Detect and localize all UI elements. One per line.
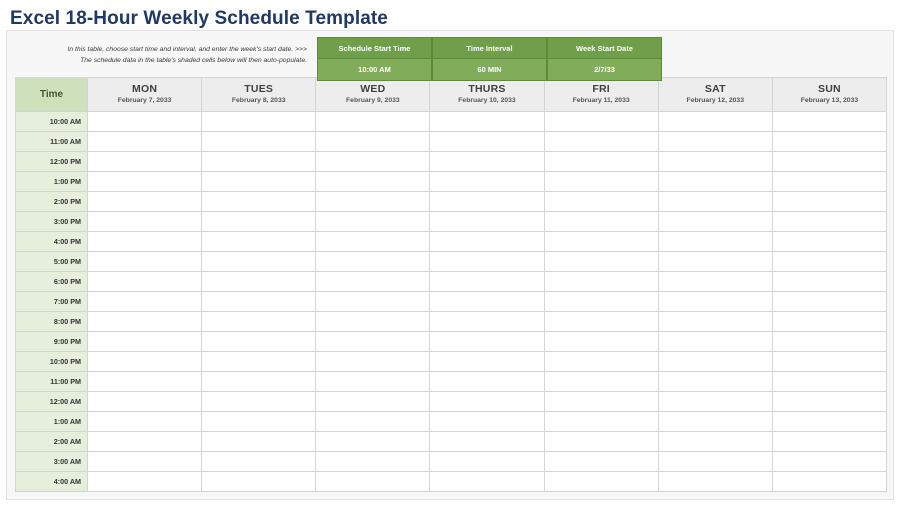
schedule-slot-cell[interactable] xyxy=(544,272,658,292)
table-row xyxy=(16,472,887,492)
table-row xyxy=(16,112,887,132)
time-label-cell: 8:00 PM xyxy=(16,312,88,332)
time-label-cell: 3:00 AM xyxy=(16,452,88,472)
schedule-slot-cell[interactable] xyxy=(772,272,886,292)
schedule-slot-cell[interactable] xyxy=(88,112,202,132)
schedule-slot-cell[interactable] xyxy=(88,432,202,452)
schedule-slot-cell[interactable] xyxy=(316,112,430,132)
schedule-slot-cell[interactable] xyxy=(88,252,202,272)
table-row xyxy=(16,192,887,212)
schedule-slot-cell[interactable] xyxy=(202,192,316,212)
schedule-slot-cell[interactable] xyxy=(544,412,658,432)
schedule-slot-cell[interactable] xyxy=(88,232,202,252)
setting-interval-label: Time Interval xyxy=(432,37,547,59)
setting-week-start-value[interactable]: 2/7/33 xyxy=(547,59,662,81)
schedule-slot-cell[interactable] xyxy=(88,392,202,412)
table-row xyxy=(16,172,887,192)
instruction-note-line2: The schedule data in the table's shaded cells below will then auto-populate. xyxy=(80,56,307,64)
schedule-slot-cell[interactable] xyxy=(544,392,658,412)
schedule-slot-cell[interactable] xyxy=(544,112,658,132)
schedule-slot-cell[interactable] xyxy=(430,212,544,232)
table-row xyxy=(16,452,887,472)
schedule-slot-cell[interactable] xyxy=(202,392,316,412)
instruction-note xyxy=(7,37,307,66)
settings-strip xyxy=(7,31,893,77)
column-header-thurs xyxy=(430,78,544,112)
schedule-slot-cell[interactable] xyxy=(316,152,430,172)
schedule-slot-cell[interactable] xyxy=(88,272,202,292)
schedule-slot-cell[interactable] xyxy=(772,432,886,452)
schedule-slot-cell[interactable] xyxy=(202,432,316,452)
day-date: February 10, 2033 xyxy=(458,97,516,104)
schedule-slot-cell[interactable] xyxy=(88,472,202,492)
schedule-slot-cell[interactable] xyxy=(316,472,430,492)
schedule-slot-cell[interactable] xyxy=(88,192,202,212)
schedule-slot-cell[interactable] xyxy=(772,252,886,272)
schedule-slot-cell[interactable] xyxy=(430,132,544,152)
schedule-slot-cell[interactable] xyxy=(772,392,886,412)
schedule-slot-cell[interactable] xyxy=(316,192,430,212)
schedule-slot-cell[interactable] xyxy=(88,152,202,172)
schedule-slot-cell[interactable] xyxy=(316,292,430,312)
instruction-note-line1: In this table, choose start time and interval, and enter the week's start date. >>> xyxy=(67,46,307,53)
schedule-slot-cell[interactable] xyxy=(544,192,658,212)
schedule-slot-cell[interactable] xyxy=(658,212,772,232)
schedule-slot-cell[interactable] xyxy=(88,452,202,472)
table-row xyxy=(16,272,887,292)
schedule-slot-cell[interactable] xyxy=(772,412,886,432)
schedule-slot-cell[interactable] xyxy=(658,352,772,372)
day-date: February 12, 2033 xyxy=(686,97,744,104)
schedule-slot-cell[interactable] xyxy=(88,332,202,352)
day-date: February 13, 2033 xyxy=(800,97,859,104)
time-label-cell: 9:00 PM xyxy=(16,332,88,352)
day-date: February 8, 2033 xyxy=(231,97,286,104)
schedule-slot-cell[interactable] xyxy=(88,292,202,312)
schedule-slot-cell[interactable] xyxy=(202,272,316,292)
time-label-cell: 2:00 AM xyxy=(16,432,88,452)
schedule-slot-cell[interactable] xyxy=(202,312,316,332)
schedule-slot-cell[interactable] xyxy=(544,312,658,332)
schedule-table xyxy=(15,77,887,492)
schedule-slot-cell[interactable] xyxy=(316,312,430,332)
schedule-slot-cell[interactable] xyxy=(544,452,658,472)
table-row xyxy=(16,412,887,432)
column-header-fri xyxy=(544,78,658,112)
table-row xyxy=(16,352,887,372)
time-label-cell: 12:00 AM xyxy=(16,392,88,412)
schedule-slot-cell[interactable] xyxy=(316,332,430,352)
time-label-cell: 11:00 AM xyxy=(16,132,88,152)
schedule-slot-cell[interactable] xyxy=(772,112,886,132)
setting-week-start xyxy=(547,37,662,81)
table-row xyxy=(16,432,887,452)
schedule-slot-cell[interactable] xyxy=(430,372,544,392)
schedule-slot-cell[interactable] xyxy=(202,152,316,172)
schedule-slot-cell[interactable] xyxy=(316,432,430,452)
schedule-slot-cell[interactable] xyxy=(88,312,202,332)
schedule-slot-cell[interactable] xyxy=(658,472,772,492)
time-label-cell: 6:00 PM xyxy=(16,272,88,292)
schedule-slot-cell[interactable] xyxy=(430,252,544,272)
schedule-slot-cell[interactable] xyxy=(316,392,430,412)
setting-start-time-value[interactable]: 10:00 AM xyxy=(317,59,432,81)
schedule-slot-cell[interactable] xyxy=(430,312,544,332)
schedule-slot-cell[interactable] xyxy=(772,292,886,312)
time-label-cell: 3:00 PM xyxy=(16,212,88,232)
schedule-slot-cell[interactable] xyxy=(316,412,430,432)
schedule-slot-cell[interactable] xyxy=(772,192,886,212)
schedule-slot-cell[interactable] xyxy=(544,472,658,492)
schedule-slot-cell[interactable] xyxy=(202,132,316,152)
schedule-slot-cell[interactable] xyxy=(316,452,430,472)
page-title: Excel 18-Hour Weekly Schedule Template xyxy=(10,8,388,29)
schedule-slot-cell[interactable] xyxy=(544,292,658,312)
day-name: THURS xyxy=(468,83,506,95)
day-name: WED xyxy=(360,83,386,95)
schedule-slot-cell[interactable] xyxy=(202,452,316,472)
schedule-slot-cell[interactable] xyxy=(544,132,658,152)
time-label-cell: 7:00 PM xyxy=(16,292,88,312)
time-label-cell: 11:00 PM xyxy=(16,372,88,392)
schedule-slot-cell[interactable] xyxy=(658,412,772,432)
schedule-slot-cell[interactable] xyxy=(430,392,544,412)
table-row xyxy=(16,332,887,352)
schedule-slot-cell[interactable] xyxy=(316,252,430,272)
schedule-slot-cell[interactable] xyxy=(772,152,886,172)
schedule-table-body xyxy=(16,112,887,492)
setting-week-start-label: Week Start Date xyxy=(547,37,662,59)
schedule-slot-cell[interactable] xyxy=(430,412,544,432)
schedule-slot-cell[interactable] xyxy=(544,252,658,272)
schedule-slot-cell[interactable] xyxy=(544,232,658,252)
day-date: February 7, 2033 xyxy=(117,97,172,104)
schedule-slot-cell[interactable] xyxy=(544,372,658,392)
time-label-cell: 5:00 PM xyxy=(16,252,88,272)
table-row xyxy=(16,292,887,312)
schedule-slot-cell[interactable] xyxy=(88,352,202,372)
schedule-slot-cell[interactable] xyxy=(88,412,202,432)
table-row xyxy=(16,232,887,252)
column-header-tues xyxy=(202,78,316,112)
schedule-slot-cell[interactable] xyxy=(316,212,430,232)
schedule-slot-cell[interactable] xyxy=(658,452,772,472)
schedule-slot-cell[interactable] xyxy=(544,352,658,372)
schedule-slot-cell[interactable] xyxy=(430,192,544,212)
time-label-cell: 10:00 PM xyxy=(16,352,88,372)
table-row xyxy=(16,312,887,332)
schedule-slot-cell[interactable] xyxy=(658,272,772,292)
setting-interval xyxy=(432,37,547,81)
column-header-time: Time xyxy=(16,78,88,112)
schedule-sheet xyxy=(6,30,894,500)
column-header-sun xyxy=(772,78,886,112)
schedule-slot-cell[interactable] xyxy=(430,152,544,172)
schedule-slot-cell[interactable] xyxy=(772,352,886,372)
schedule-slot-cell[interactable] xyxy=(658,392,772,412)
schedule-slot-cell[interactable] xyxy=(202,412,316,432)
setting-start-time xyxy=(317,37,432,81)
schedule-slot-cell[interactable] xyxy=(544,152,658,172)
table-row xyxy=(16,372,887,392)
schedule-slot-cell[interactable] xyxy=(202,372,316,392)
schedule-slot-cell[interactable] xyxy=(430,352,544,372)
settings-group xyxy=(317,37,662,81)
schedule-slot-cell[interactable] xyxy=(88,172,202,192)
schedule-slot-cell[interactable] xyxy=(658,312,772,332)
schedule-slot-cell[interactable] xyxy=(202,292,316,312)
setting-start-time-label: Schedule Start Time xyxy=(317,37,432,59)
schedule-table-head xyxy=(16,78,887,112)
schedule-slot-cell[interactable] xyxy=(544,172,658,192)
time-label-cell: 1:00 AM xyxy=(16,412,88,432)
schedule-slot-cell[interactable] xyxy=(202,252,316,272)
time-label-cell: 2:00 PM xyxy=(16,192,88,212)
table-row xyxy=(16,132,887,152)
schedule-slot-cell[interactable] xyxy=(772,212,886,232)
schedule-slot-cell[interactable] xyxy=(316,232,430,252)
column-header-wed xyxy=(316,78,430,112)
day-name: FRI xyxy=(592,83,610,95)
table-row xyxy=(16,252,887,272)
schedule-slot-cell[interactable] xyxy=(772,232,886,252)
schedule-slot-cell[interactable] xyxy=(430,472,544,492)
schedule-slot-cell[interactable] xyxy=(430,332,544,352)
schedule-slot-cell[interactable] xyxy=(430,172,544,192)
setting-interval-value[interactable]: 60 MIN xyxy=(432,59,547,81)
schedule-slot-cell[interactable] xyxy=(772,452,886,472)
schedule-slot-cell[interactable] xyxy=(316,372,430,392)
schedule-slot-cell[interactable] xyxy=(88,212,202,232)
column-header-sat xyxy=(658,78,772,112)
column-header-mon xyxy=(88,78,202,112)
schedule-slot-cell[interactable] xyxy=(202,332,316,352)
schedule-slot-cell[interactable] xyxy=(772,172,886,192)
schedule-slot-cell[interactable] xyxy=(544,432,658,452)
schedule-slot-cell[interactable] xyxy=(658,332,772,352)
table-row xyxy=(16,152,887,172)
schedule-slot-cell[interactable] xyxy=(772,312,886,332)
schedule-slot-cell[interactable] xyxy=(658,252,772,272)
time-label-cell: 4:00 PM xyxy=(16,232,88,252)
schedule-slot-cell[interactable] xyxy=(772,332,886,352)
schedule-slot-cell[interactable] xyxy=(88,372,202,392)
schedule-slot-cell[interactable] xyxy=(772,132,886,152)
schedule-slot-cell[interactable] xyxy=(430,432,544,452)
schedule-slot-cell[interactable] xyxy=(544,332,658,352)
schedule-slot-cell[interactable] xyxy=(430,232,544,252)
day-name: SUN xyxy=(818,83,841,95)
day-name: SAT xyxy=(704,83,726,95)
schedule-slot-cell[interactable] xyxy=(316,132,430,152)
header-row xyxy=(16,78,887,112)
schedule-slot-cell[interactable] xyxy=(658,132,772,152)
schedule-slot-cell[interactable] xyxy=(772,472,886,492)
schedule-slot-cell[interactable] xyxy=(772,372,886,392)
day-date: February 11, 2033 xyxy=(572,97,630,104)
schedule-slot-cell[interactable] xyxy=(430,452,544,472)
schedule-slot-cell[interactable] xyxy=(658,372,772,392)
schedule-slot-cell[interactable] xyxy=(430,112,544,132)
schedule-slot-cell[interactable] xyxy=(88,132,202,152)
schedule-slot-cell[interactable] xyxy=(202,212,316,232)
schedule-slot-cell[interactable] xyxy=(202,352,316,372)
day-date: February 9, 2033 xyxy=(346,97,400,104)
schedule-slot-cell[interactable] xyxy=(202,172,316,192)
schedule-slot-cell[interactable] xyxy=(316,352,430,372)
day-name: TUES xyxy=(244,83,274,95)
schedule-slot-cell[interactable] xyxy=(430,272,544,292)
time-label-cell: 1:00 PM xyxy=(16,172,88,192)
day-name: MON xyxy=(132,83,158,95)
schedule-slot-cell[interactable] xyxy=(544,212,658,232)
schedule-slot-cell[interactable] xyxy=(658,232,772,252)
schedule-slot-cell[interactable] xyxy=(202,232,316,252)
schedule-slot-cell[interactable] xyxy=(658,192,772,212)
schedule-slot-cell[interactable] xyxy=(430,292,544,312)
schedule-slot-cell[interactable] xyxy=(316,272,430,292)
schedule-slot-cell[interactable] xyxy=(202,112,316,132)
table-row xyxy=(16,212,887,232)
schedule-slot-cell[interactable] xyxy=(658,112,772,132)
schedule-slot-cell[interactable] xyxy=(316,172,430,192)
table-row xyxy=(16,392,887,412)
schedule-slot-cell[interactable] xyxy=(658,172,772,192)
schedule-table-wrap xyxy=(7,77,893,500)
time-label-cell: 10:00 AM xyxy=(16,112,88,132)
schedule-slot-cell[interactable] xyxy=(658,292,772,312)
time-label-cell: 4:00 AM xyxy=(16,472,88,492)
schedule-slot-cell[interactable] xyxy=(658,152,772,172)
time-label-cell: 12:00 PM xyxy=(16,152,88,172)
schedule-slot-cell[interactable] xyxy=(658,432,772,452)
schedule-slot-cell[interactable] xyxy=(202,472,316,492)
